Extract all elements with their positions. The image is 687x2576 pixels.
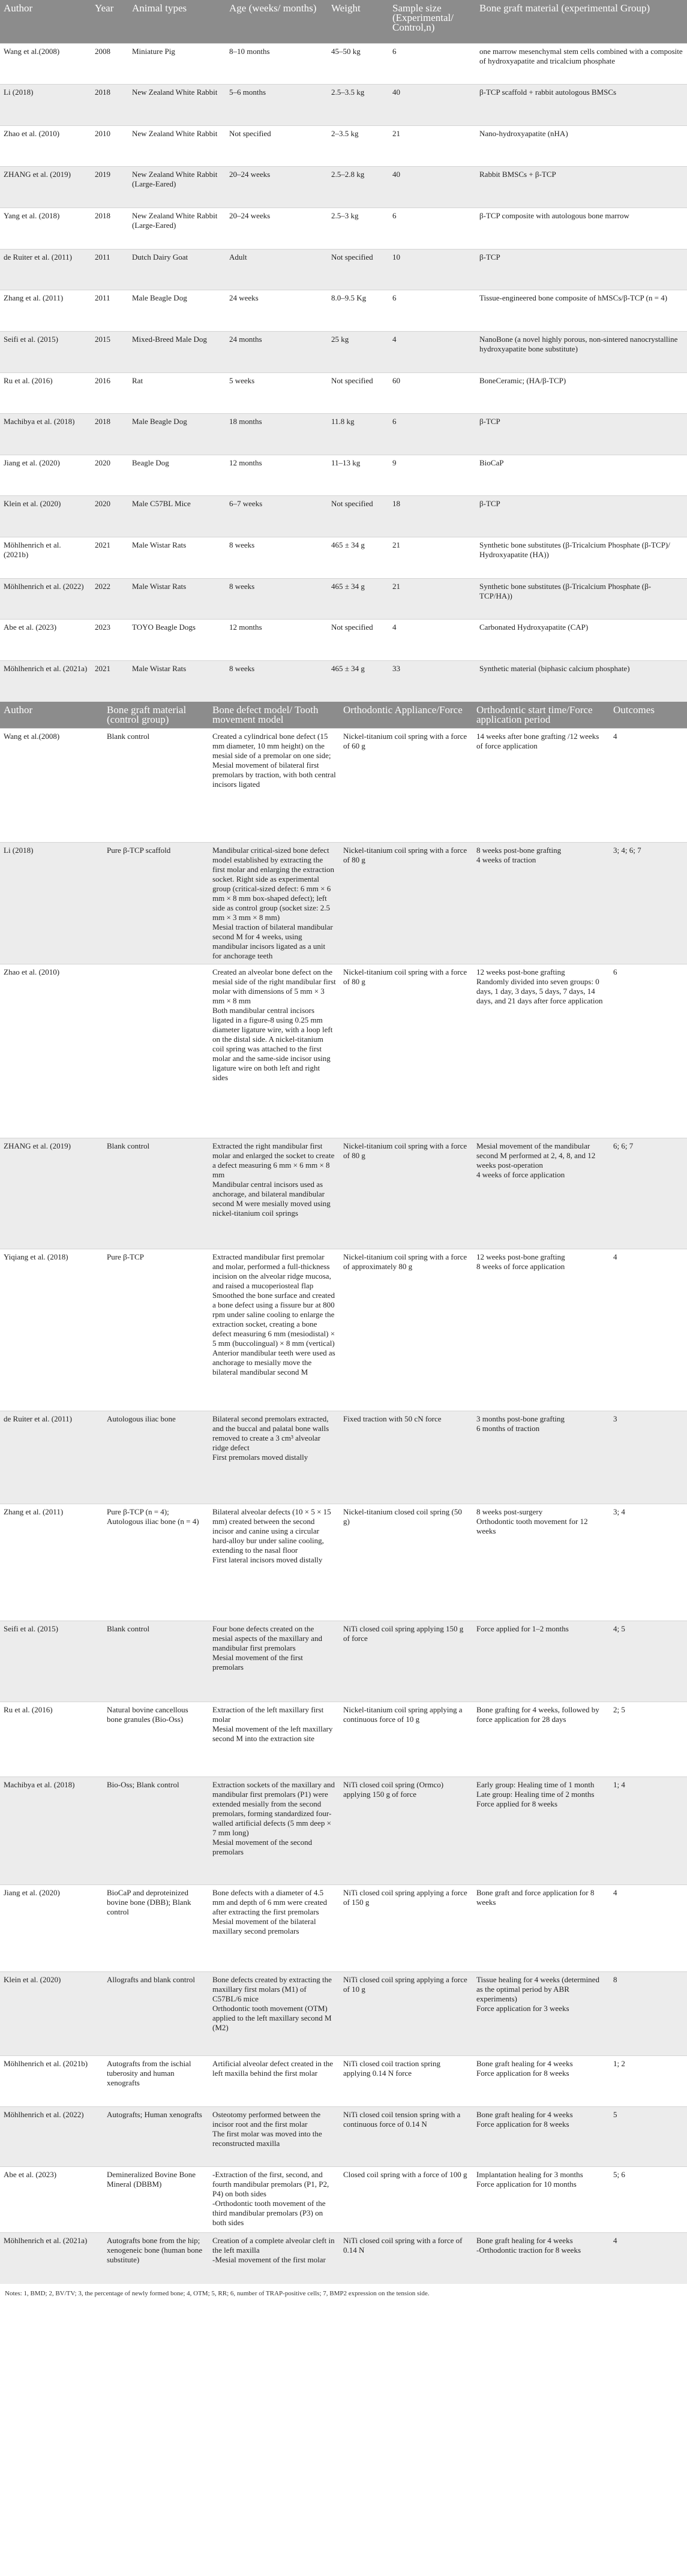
table-row	[0, 414, 687, 455]
table-cell: Wang et al.(2008)	[0, 43, 91, 85]
table-row	[0, 331, 687, 372]
table-cell: one marrow mesenchymal stem cells combined with a composite of hydroxyapatite and tricalcium phosphate	[476, 43, 687, 85]
table-cell: 2008	[91, 43, 128, 85]
table-cell: Klein et al. (2020)	[0, 496, 91, 537]
table-row	[0, 2167, 687, 2233]
table-cell: 12 months	[226, 455, 328, 496]
table-cell: Abe et al. (2023)	[0, 620, 91, 661]
table-cell: Mesial movement of the mandibular second M performed at 2, 4, 8, and 12 weeks post-operation 4 weeks of force application	[473, 1138, 610, 1249]
table-row	[0, 1702, 687, 1777]
table-cell: Not specified	[328, 249, 389, 290]
table-row	[0, 496, 687, 537]
table-cell: Allografts and blank control	[103, 1972, 209, 2056]
table-cell: β-TCP scaffold + rabbit autologous BMSCs	[476, 85, 687, 126]
table-row	[0, 843, 687, 964]
table-cell: 465 ± 34 g	[328, 537, 389, 579]
table-cell: 33	[389, 660, 476, 702]
table-cell: 12 months	[226, 620, 328, 661]
table-cell: 20–24 weeks	[226, 208, 328, 250]
table-cell: 12 weeks post-bone grafting Randomly divided into seven groups: 0 days, 1 day, 3 days, 5 days, 7 days, 14 days, and 21 days after force application	[473, 964, 610, 1138]
table-cell: Autologous iliac bone	[103, 1411, 209, 1504]
table-cell: Extraction sockets of the maxillary and mandibular first premolars (P1) were extended mesially from the second premolars, forming standardized four-walled artificial defects (5 mm deep × 7 mm long) Mesial movement of the second premolars	[209, 1777, 340, 1885]
column-header: Author	[0, 702, 103, 729]
table-cell: Wang et al.(2008)	[0, 729, 103, 843]
table-cell: Fixed traction with 50 cN force	[340, 1411, 473, 1504]
table-cell: Implantation healing for 3 months Force application for 10 months	[473, 2167, 610, 2233]
table-cell: Male Wistar Rats	[128, 660, 226, 702]
table-cell: 4	[610, 1885, 687, 1972]
table-cell: Blank control	[103, 729, 209, 843]
table-cell: 8.0–9.5 Kg	[328, 290, 389, 332]
table-cell: Male Beagle Dog	[128, 414, 226, 455]
table-cell: β-TCP	[476, 414, 687, 455]
table-row	[0, 660, 687, 702]
table-cell: Nickel-titanium coil spring with a force of 60 g	[340, 729, 473, 843]
table-cell: Tissue healing for 4 weeks (determined as the optimal period by ABR experiments) Force application for 3 weeks	[473, 1972, 610, 2056]
table-cell: 4	[610, 729, 687, 843]
table-cell: Synthetic material (biphasic calcium phosphate)	[476, 660, 687, 702]
table-cell: Male Wistar Rats	[128, 537, 226, 579]
table-cell: 4	[389, 620, 476, 661]
table-cell: 24 weeks	[226, 290, 328, 332]
table-cell: Extraction of the left maxillary first molar Mesial movement of the left maxillary second M into the extraction site	[209, 1702, 340, 1777]
table-cell: BoneCeramic; (HA/β-TCP)	[476, 372, 687, 414]
table-cell: NiTi closed coil spring applying a force of 150 g	[340, 1885, 473, 1972]
table-cell: Rat	[128, 372, 226, 414]
table-cell: BioCaP and deproteinized bovine bone (DBB); Blank control	[103, 1885, 209, 1972]
table-row	[0, 1411, 687, 1504]
table-cell: 2020	[91, 496, 128, 537]
table-cell: 18	[389, 496, 476, 537]
table-cell: 40	[389, 167, 476, 208]
table-cell: NiTi closed coil tension spring with a continuous force of 0.14 N	[340, 2107, 473, 2167]
table-cell: β-TCP	[476, 249, 687, 290]
table-cell: Early group: Healing time of 1 month Late group: Healing time of 2 months Force applied for 8 weeks	[473, 1777, 610, 1885]
column-header: Age (weeks/ months)	[226, 0, 328, 43]
table-cell: Created an alveolar bone defect on the mesial side of the right mandibular first molar with dimensions of 5 mm × 3 mm × 8 mm Both mandibular central incisors ligated in a figure-8 using 0.25 mm diameter ligature wire, with a loop left on the distal side. A nickel-titanium coil spring was attached to the first molar and the same-side incisor using ligature wire on both left and right sides	[209, 964, 340, 1138]
table-cell: Seifi et al. (2015)	[0, 1621, 103, 1702]
table-cell: Tissue-engineered bone composite of hMSCs/β-TCP (n = 4)	[476, 290, 687, 332]
table-cell: 21	[389, 537, 476, 579]
table-cell: Li (2018)	[0, 85, 91, 126]
table-cell: NanoBone (a novel highly porous, non-sintered nanocrystalline hydroxyapatite bone substitute)	[476, 331, 687, 372]
table-cell: 2021	[91, 537, 128, 579]
table-cell: β-TCP composite with autologous bone marrow	[476, 208, 687, 250]
table-cell: 8 weeks	[226, 660, 328, 702]
table-cell: Bone graft and force application for 8 weeks	[473, 1885, 610, 1972]
table-cell: Four bone defects created on the mesial aspects of the maxillary and mandibular first premolars Mesial movement of the first premolars	[209, 1621, 340, 1702]
table-cell: Jiang et al. (2020)	[0, 455, 91, 496]
column-header: Year	[91, 0, 128, 43]
table-cell: 2016	[91, 372, 128, 414]
table-row	[0, 1621, 687, 1702]
table-cell: Zhao et al. (2010)	[0, 964, 103, 1138]
table-cell: Möhlhenrich et al. (2021b)	[0, 537, 91, 579]
table-cell: 5; 6	[610, 2167, 687, 2233]
table-cell: Machibya et al. (2018)	[0, 414, 91, 455]
table-cell: Blank control	[103, 1138, 209, 1249]
column-header: Author	[0, 0, 91, 43]
table-cell: 10	[389, 249, 476, 290]
table-cell: Nickel-titanium coil spring applying a continuous force of 10 g	[340, 1702, 473, 1777]
table-cell: NiTi closed coil spring with a force of 0.14 N	[340, 2233, 473, 2284]
table-cell: Bilateral alveolar defects (10 × 5 × 15 mm) created between the second incisor and canine using a circular hard-alloy bur under saline cooling, extending to the nasal floor First lateral incisors moved distally	[209, 1504, 340, 1621]
table-row	[0, 1249, 687, 1411]
table-cell: Closed coil spring with a force of 100 g	[340, 2167, 473, 2233]
table-cell: Creation of a complete alveolar cleft in the left maxilla -Mesial movement of the first molar	[209, 2233, 340, 2284]
table-cell: 2018	[91, 414, 128, 455]
table-cell: 24 months	[226, 331, 328, 372]
table-row	[0, 249, 687, 290]
table-row	[0, 729, 687, 843]
table-cell: 2021	[91, 660, 128, 702]
table-cell: -Extraction of the first, second, and fourth mandibular premolars (P1, P2, P4) on both sides -Orthodontic tooth movement of the third mandibular premolars (P3) on both sides	[209, 2167, 340, 2233]
table-cell: 25 kg	[328, 331, 389, 372]
table-cell: 6	[389, 290, 476, 332]
table-cell: 3; 4	[610, 1504, 687, 1621]
table-cell: Bone defects with a diameter of 4.5 mm and depth of 6 mm were created after extracting the first premolars Mesial movement of the bilateral maxillary second premolars	[209, 1885, 340, 1972]
table-cell: 6; 6; 7	[610, 1138, 687, 1249]
table-cell: Möhlhenrich et al. (2021b)	[0, 2056, 103, 2107]
table-cell: Natural bovine cancellous bone granules (Bio-Oss)	[103, 1702, 209, 1777]
table-cell: Li (2018)	[0, 843, 103, 964]
table-cell: Pure β-TCP (n = 4); Autologous iliac bone (n = 4)	[103, 1504, 209, 1621]
table-cell: Mandibular critical-sized bone defect model established by extracting the first molar and enlarging the extraction socket. Right side as experimental group (critical-sized defect: 6 mm × 6 mm × 8 mm box-shaped defect); left side as control group (socket size: 2.5 mm × 3 mm × 8 mm) Mesial traction of bilateral mandibular second M for 4 weeks, using mandibular incisors ligated as a unit for anchorage teeth	[209, 843, 340, 964]
table-cell: Möhlhenrich et al. (2022)	[0, 2107, 103, 2167]
table-cell: 18 months	[226, 414, 328, 455]
table-cell: Bone defects created by extracting the maxillary first molars (M1) of C57BL/6 mice Orthodontic tooth movement (OTM) applied to the left maxillary second M (M2)	[209, 1972, 340, 2056]
column-header: Bone graft material (control group)	[103, 702, 209, 729]
table-cell: NiTi closed coil spring (Ormco) applying 150 g of force	[340, 1777, 473, 1885]
table-cell: Yiqiang et al. (2018)	[0, 1249, 103, 1411]
table-cell: 2015	[91, 331, 128, 372]
table-cell: 1; 2	[610, 2056, 687, 2107]
table-cell: 2–3.5 kg	[328, 125, 389, 167]
table-cell: Not specified	[328, 496, 389, 537]
table-cell: Bone graft healing for 4 weeks -Orthodontic traction for 8 weeks	[473, 2233, 610, 2284]
table-cell: New Zealand White Rabbit (Large-Eared)	[128, 167, 226, 208]
table-cell: 8	[610, 1972, 687, 2056]
table-cell: Demineralized Bovine Bone Mineral (DBBM)	[103, 2167, 209, 2233]
table-cell: Force applied for 1–2 months	[473, 1621, 610, 1702]
table-cell: Adult	[226, 249, 328, 290]
table-cell: 4	[389, 331, 476, 372]
table-cell: Autografts bone from the hip; xenogeneic bone (human bone substitute)	[103, 2233, 209, 2284]
table-row	[0, 125, 687, 167]
table-cell: Pure β-TCP scaffold	[103, 843, 209, 964]
table-cell: Möhlhenrich et al. (2021a)	[0, 2233, 103, 2284]
table1-body	[0, 43, 687, 702]
table-cell: Bone grafting for 4 weeks, followed by force application for 28 days	[473, 1702, 610, 1777]
table-row	[0, 455, 687, 496]
table-cell: 8 weeks post-surgery Orthodontic tooth movement for 12 weeks	[473, 1504, 610, 1621]
table-row	[0, 85, 687, 126]
table-row	[0, 964, 687, 1138]
table-cell: Miniature Pig	[128, 43, 226, 85]
table-cell: Jiang et al. (2020)	[0, 1885, 103, 1972]
table-cell: 8–10 months	[226, 43, 328, 85]
table-cell: 6	[389, 208, 476, 250]
table-cell: Zhao et al. (2010)	[0, 125, 91, 167]
table-cell: 1; 4	[610, 1777, 687, 1885]
table-row	[0, 208, 687, 250]
table-row	[0, 537, 687, 579]
table-cell: 2011	[91, 290, 128, 332]
table-cell: Zhang et al. (2011)	[0, 1504, 103, 1621]
table-cell: Mixed-Breed Male Dog	[128, 331, 226, 372]
table-cell: 3; 4; 6; 7	[610, 843, 687, 964]
table-cell: 2018	[91, 85, 128, 126]
table-cell: Nickel-titanium coil spring with a force of approximately 80 g	[340, 1249, 473, 1411]
table-cell: Created a cylindrical bone defect (15 mm diameter, 10 mm height) on the mesial side of a premolar on one side; Mesial movement of bilateral first premolars by traction, with both central incisors ligated	[209, 729, 340, 843]
table-cell: Nickel-titanium coil spring with a force of 80 g	[340, 964, 473, 1138]
table-cell: 9	[389, 455, 476, 496]
table-cell: 465 ± 34 g	[328, 578, 389, 620]
table-row	[0, 167, 687, 208]
table-cell: β-TCP	[476, 496, 687, 537]
table-cell: Dutch Dairy Goat	[128, 249, 226, 290]
table-cell: 2018	[91, 208, 128, 250]
table-row	[0, 1777, 687, 1885]
table-cell: ZHANG et al. (2019)	[0, 167, 91, 208]
column-header: Outcomes	[610, 702, 687, 729]
table-cell: Bone graft healing for 4 weeks Force application for 8 weeks	[473, 2107, 610, 2167]
table-row	[0, 2107, 687, 2167]
table-cell: Extracted mandibular first premolar and molar, performed a full-thickness incision on the alveolar ridge mucosa, and raised a mucoperiosteal flap Smoothed the bone surface and created a bone defect using a fissure bur at 800 rpm under saline cooling to enlarge the extraction socket, creating a bone defect measuring 6 mm (mesiodistal) × 5 mm (buccolingual) × 8 mm (vertical) Anterior mandibular teeth were used as anchorage to mesially move the bilateral mandibular second M	[209, 1249, 340, 1411]
table-cell: 21	[389, 125, 476, 167]
table-cell: 4	[610, 2233, 687, 2284]
column-header: Weight	[328, 0, 389, 43]
table-row	[0, 578, 687, 620]
table-notes: Notes: 1, BMD; 2, BV/TV; 3, the percentage of newly formed bone; 4, OTM; 5, RR; 6, number of TRAP-positive cells; 7, BMP2 expression on the tension side.	[5, 2289, 430, 2297]
table-cell: NiTi closed coil spring applying 150 g of force	[340, 1621, 473, 1702]
table-cell: 5 weeks	[226, 372, 328, 414]
table-row	[0, 2233, 687, 2284]
table-cell: New Zealand White Rabbit (Large-Eared)	[128, 208, 226, 250]
table-cell: Blank control	[103, 1621, 209, 1702]
column-header: Bone defect model/ Tooth movement model	[209, 702, 340, 729]
table-cell: 20–24 weeks	[226, 167, 328, 208]
table-cell: New Zealand White Rabbit	[128, 85, 226, 126]
table-cell: Klein et al. (2020)	[0, 1972, 103, 2056]
column-header: Sample size (Experimental/ Control,n)	[389, 0, 476, 43]
table-cell	[103, 964, 209, 1138]
table-cell: Seifi et al. (2015)	[0, 331, 91, 372]
table-cell: Pure β-TCP	[103, 1249, 209, 1411]
table-cell: Nickel-titanium coil spring with a force of 80 g	[340, 1138, 473, 1249]
table-cell: de Ruiter et al. (2011)	[0, 249, 91, 290]
table-cell: Ru et al. (2016)	[0, 1702, 103, 1777]
table-cell: 2.5–3 kg	[328, 208, 389, 250]
animal-characteristics-table	[0, 0, 687, 702]
table-cell: BioCaP	[476, 455, 687, 496]
table-row	[0, 290, 687, 332]
table-cell: Nickel-titanium coil spring with a force of 80 g	[340, 843, 473, 964]
table-cell: 14 weeks after bone grafting /12 weeks of force application	[473, 729, 610, 843]
table-cell: Abe et al. (2023)	[0, 2167, 103, 2233]
table-cell: Synthetic bone substitutes (β-Tricalcium Phosphate (β-TCP)/ Hydroxyapatite (HA))	[476, 537, 687, 579]
table-row	[0, 1504, 687, 1621]
table-cell: 2.5–2.8 kg	[328, 167, 389, 208]
table-cell: Zhang et al. (2011)	[0, 290, 91, 332]
table-cell: Not specified	[226, 125, 328, 167]
table2-header-row	[0, 702, 687, 729]
table-cell: Bio-Oss; Blank control	[103, 1777, 209, 1885]
table-cell: Synthetic bone substitutes (β-Tricalcium Phosphate (β-TCP/HA))	[476, 578, 687, 620]
table-cell: Not specified	[328, 620, 389, 661]
table-row	[0, 1138, 687, 1249]
table-cell: Bilateral second premolars extracted, and the buccal and palatal bone walls removed to create a 3 cm³ alveolar ridge defect First premolars moved distally	[209, 1411, 340, 1504]
table-cell: 40	[389, 85, 476, 126]
table-cell: Carbonated Hydroxyapatite (CAP)	[476, 620, 687, 661]
column-header: Bone graft material (experimental Group)	[476, 0, 687, 43]
table-cell: Autografts; Human xenografts	[103, 2107, 209, 2167]
table-cell: Ru et al. (2016)	[0, 372, 91, 414]
table-cell: 2019	[91, 167, 128, 208]
table-cell: Extracted the right mandibular first molar and enlarged the socket to create a defect measuring 6 mm × 6 mm × 8 mm Mandibular central incisors used as anchorage, and bilateral mandibular second M were mesially moved using nickel-titanium coil springs	[209, 1138, 340, 1249]
table-cell: TOYO Beagle Dogs	[128, 620, 226, 661]
table-cell: 6	[389, 414, 476, 455]
table-cell: Male Beagle Dog	[128, 290, 226, 332]
table-cell: 2022	[91, 578, 128, 620]
table-row	[0, 2056, 687, 2107]
table-row	[0, 620, 687, 661]
table-cell: 11.8 kg	[328, 414, 389, 455]
table-cell: 2011	[91, 249, 128, 290]
table-cell: Male C57BL Mice	[128, 496, 226, 537]
table-cell: Not specified	[328, 372, 389, 414]
column-header: Animal types	[128, 0, 226, 43]
table-cell: 60	[389, 372, 476, 414]
table-row	[0, 1885, 687, 1972]
table-cell: Male Wistar Rats	[128, 578, 226, 620]
table-cell: Möhlhenrich et al. (2021a)	[0, 660, 91, 702]
table-cell: 8 weeks	[226, 537, 328, 579]
table-cell: 2; 5	[610, 1702, 687, 1777]
table-cell: ZHANG et al. (2019)	[0, 1138, 103, 1249]
table-cell: 8 weeks post-bone grafting 4 weeks of traction	[473, 843, 610, 964]
table-cell: 3	[610, 1411, 687, 1504]
table-cell: 4; 5	[610, 1621, 687, 1702]
table-cell: Beagle Dog	[128, 455, 226, 496]
table-cell: 3 months post-bone grafting 6 months of traction	[473, 1411, 610, 1504]
table-cell: 12 weeks post-bone grafting 8 weeks of force application	[473, 1249, 610, 1411]
table-cell: Nickel-titanium closed coil spring (50 g)	[340, 1504, 473, 1621]
table-cell: Bone graft healing for 4 weeks Force application for 8 weeks	[473, 2056, 610, 2107]
table2-body	[0, 729, 687, 2284]
table-cell: 2.5–3.5 kg	[328, 85, 389, 126]
column-header: Orthodontic Appliance/Force	[340, 702, 473, 729]
table-cell: NiTi closed coil traction spring applying 0.14 N force	[340, 2056, 473, 2107]
table-cell: Nano-hydroxyapatite (nHA)	[476, 125, 687, 167]
table-cell: 6	[389, 43, 476, 85]
table-cell: NiTi closed coil spring applying a force of 10 g	[340, 1972, 473, 2056]
table-cell: Autografts from the ischial tuberosity and human xenografts	[103, 2056, 209, 2107]
table-row	[0, 1972, 687, 2056]
table-cell: 6	[610, 964, 687, 1138]
table-cell: Machibya et al. (2018)	[0, 1777, 103, 1885]
table-cell: 11–13 kg	[328, 455, 389, 496]
table-cell: 4	[610, 1249, 687, 1411]
table-cell: 2010	[91, 125, 128, 167]
table-cell: 45–50 kg	[328, 43, 389, 85]
intervention-details-table	[0, 702, 687, 2284]
table-cell: Artificial alveolar defect created in the left maxilla behind the first molar	[209, 2056, 340, 2107]
table-row	[0, 372, 687, 414]
table-cell: New Zealand White Rabbit	[128, 125, 226, 167]
table-cell: 2023	[91, 620, 128, 661]
table-cell: 21	[389, 578, 476, 620]
table-row	[0, 43, 687, 85]
table-cell: 2020	[91, 455, 128, 496]
table-cell: Yang et al. (2018)	[0, 208, 91, 250]
table-cell: Möhlhenrich et al. (2022)	[0, 578, 91, 620]
table-cell: 5	[610, 2107, 687, 2167]
table1-header-row	[0, 0, 687, 43]
table-cell: 8 weeks	[226, 578, 328, 620]
table-cell: 5–6 months	[226, 85, 328, 126]
table-cell: Rabbit BMSCs + β-TCP	[476, 167, 687, 208]
table-cell: 465 ± 34 g	[328, 660, 389, 702]
table-cell: Osteotomy performed between the incisor root and the first molar The first molar was moved into the reconstructed maxilla	[209, 2107, 340, 2167]
column-header: Orthodontic start time/Force application period	[473, 702, 610, 729]
table-cell: de Ruiter et al. (2011)	[0, 1411, 103, 1504]
table-cell: 6–7 weeks	[226, 496, 328, 537]
